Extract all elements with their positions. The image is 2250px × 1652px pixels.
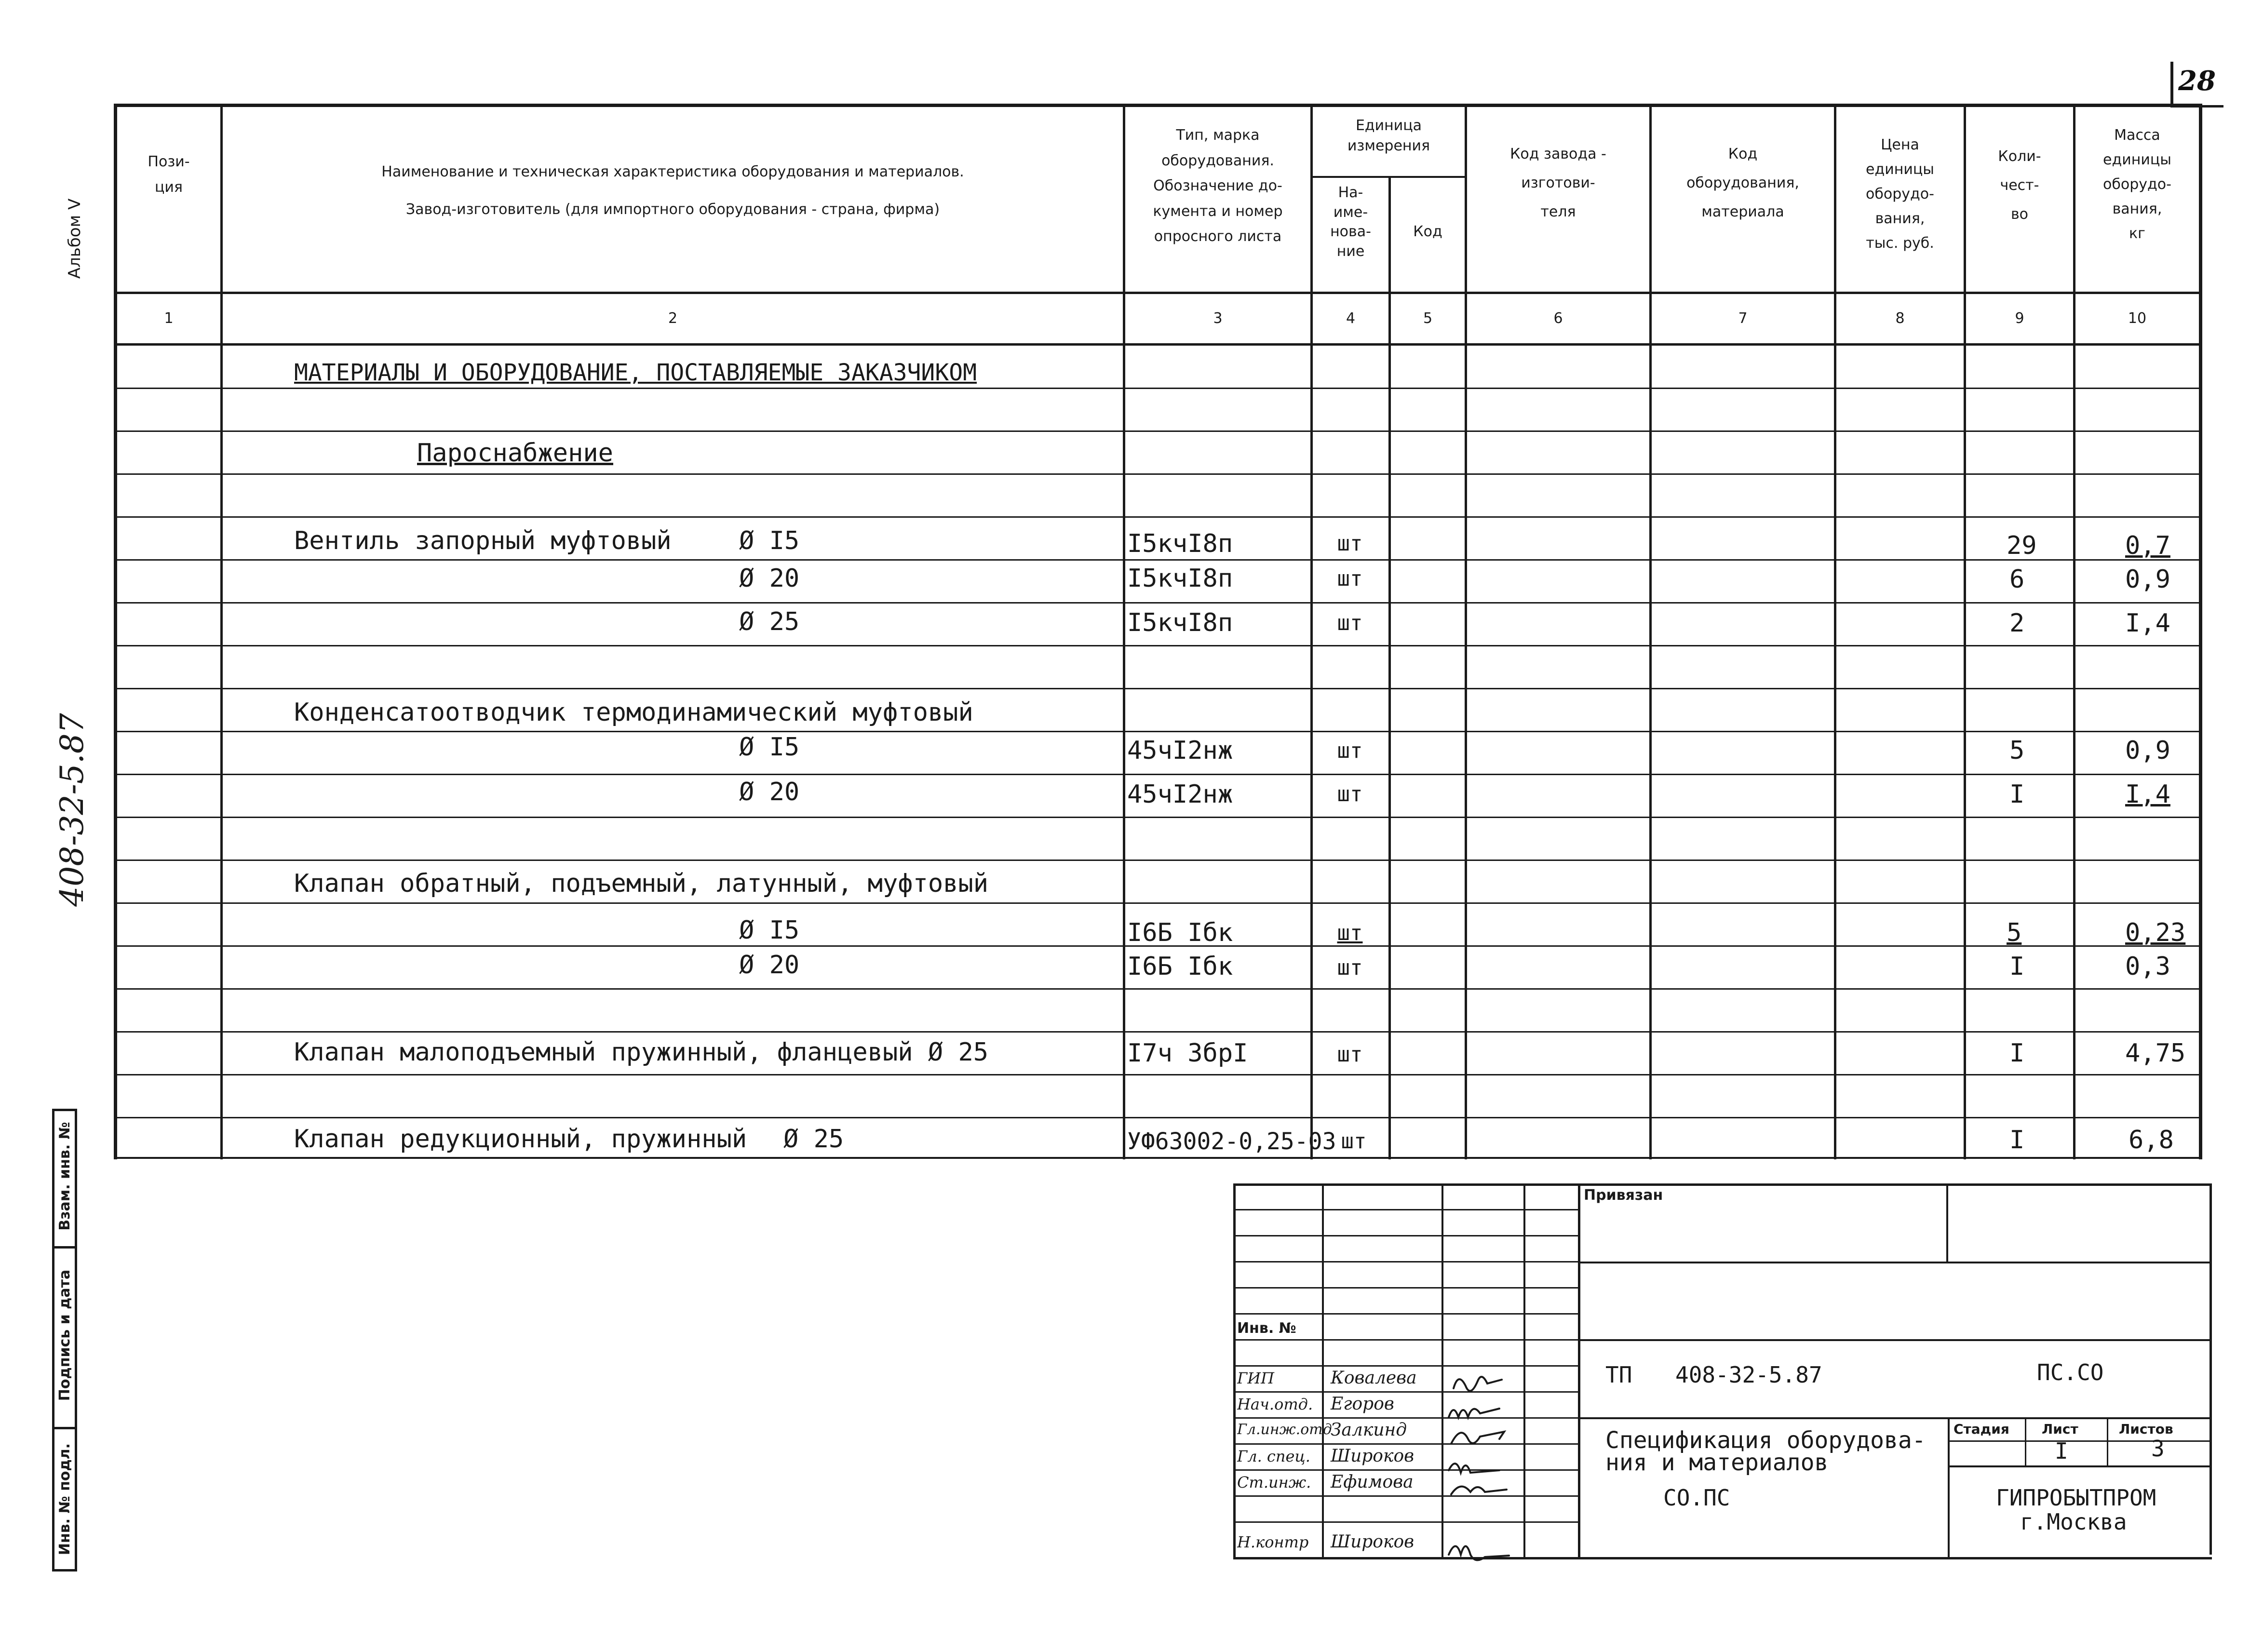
col-header-name: Наименование и техническая характеристика оборудования и материалов. Завод-изготовитель (для импортного оборудования - страна, фирма) xyxy=(381,163,964,218)
signatory-role: ГИП xyxy=(1237,1369,1274,1387)
section-title: МАТЕРИАЛЫ И ОБОРУДОВАНИЕ, ПОСТАВЛЯЕМЫЕ ЗАКАЗЧИКОМ xyxy=(294,359,977,386)
item-diameter: Ø 25 xyxy=(739,607,800,636)
document-subtitle: СО.ПС xyxy=(1663,1485,1730,1511)
col-number: 8 xyxy=(1895,310,1905,327)
signatory-name: Залкинд xyxy=(1331,1420,1407,1440)
item-type: 45чI2нж xyxy=(1127,780,1233,809)
item-unit: шт xyxy=(1337,782,1363,806)
signatory-role: Нач.отд. xyxy=(1237,1395,1313,1413)
col-header-unit-name: На- име- нова- ние xyxy=(1330,184,1371,260)
item-unit: шт xyxy=(1337,531,1363,556)
signatory-name: Ковалева xyxy=(1331,1368,1417,1388)
item-quantity: 2 xyxy=(2009,609,2025,638)
signatory-role: Гл. спец. xyxy=(1237,1447,1310,1465)
col-header-quantity: Коли- чест- во xyxy=(1998,148,2041,223)
document-code: 408-32-5.87 xyxy=(1675,1362,1822,1388)
item-mass: 6,8 xyxy=(2129,1126,2174,1155)
page-number: 28 xyxy=(2178,65,2216,97)
sheet-label: Лист xyxy=(2042,1421,2078,1437)
item-unit: шт xyxy=(1337,566,1363,591)
item-diameter: Ø 20 xyxy=(739,778,800,806)
col-number: 10 xyxy=(2128,310,2147,327)
item-type: I5кчI8п xyxy=(1127,529,1233,558)
item-name: Вентиль запорный муфтовый xyxy=(294,526,672,555)
tp-label: ТП xyxy=(1605,1362,1632,1388)
col-number: 9 xyxy=(2015,310,2024,327)
item-type: I6Б Iбк xyxy=(1127,918,1233,947)
item-unit: шт xyxy=(1337,921,1363,945)
item-diameter: Ø I5 xyxy=(739,526,800,555)
col-header-unit-code: Код xyxy=(1413,223,1442,240)
organization-name: ГИПРОБЫТПРОМ xyxy=(1996,1485,2156,1511)
item-mass: I,4 xyxy=(2125,780,2170,809)
document-title: Спецификация оборудова- ния и материалов xyxy=(1605,1427,1926,1476)
signatures xyxy=(1444,1364,1526,1567)
item-unit: шт xyxy=(1337,611,1363,635)
col-number: 4 xyxy=(1346,310,1356,327)
item-quantity: I xyxy=(2009,1039,2025,1068)
sheet-value: I xyxy=(2055,1438,2068,1464)
col-header-type: Тип, марка оборудования. Обозначение до- кумента и номер опросного листа xyxy=(1153,127,1283,245)
binding-label-replaced: Взам. инв. № xyxy=(56,1122,73,1231)
item-name: Клапан малоподъемный пружинный, фланцевый Ø 25 xyxy=(294,1038,989,1067)
item-name: Клапан редукционный, пружинный xyxy=(294,1125,747,1154)
item-type: I5кчI8п xyxy=(1127,608,1233,637)
item-unit: шт xyxy=(1337,739,1363,763)
item-quantity: I xyxy=(2009,780,2025,809)
document-mark: ПС.СО xyxy=(2037,1359,2104,1385)
item-mass: 0,9 xyxy=(2125,736,2170,765)
side-document-code: 408-32-5.87 xyxy=(54,713,91,907)
col-header-unit-group: Единица измерения xyxy=(1347,117,1430,154)
item-mass: 4,75 xyxy=(2125,1039,2186,1068)
binding-strip-frame xyxy=(52,1109,54,1571)
item-quantity: I xyxy=(2009,1126,2025,1155)
item-type: УФ63002-0,25-03 xyxy=(1127,1128,1336,1155)
col-number: 7 xyxy=(1738,310,1748,327)
col-number: 2 xyxy=(668,310,678,327)
item-mass: 0,9 xyxy=(2125,565,2170,594)
col-number: 5 xyxy=(1423,310,1433,327)
sheets-label: Листов xyxy=(2119,1421,2173,1437)
col-header-equipment-code: Код оборудования, материала xyxy=(1686,146,1799,220)
album-label: Альбом V xyxy=(65,198,84,279)
item-quantity: I xyxy=(2009,952,2025,981)
item-diameter: Ø I5 xyxy=(739,733,800,762)
subsection-title: Пароснабжение xyxy=(417,439,613,468)
binding-label-original: Инв. № подл. xyxy=(56,1443,73,1556)
item-unit: шт xyxy=(1341,1129,1367,1154)
stage-label: Стадия xyxy=(1954,1421,2009,1437)
binding-label-signature: Подпись и дата xyxy=(56,1269,73,1401)
item-unit: шт xyxy=(1337,1042,1363,1067)
item-unit: шт xyxy=(1337,955,1363,980)
item-diameter: Ø I5 xyxy=(739,916,800,945)
item-quantity: 29 xyxy=(2007,531,2037,560)
col-number: 6 xyxy=(1553,310,1563,327)
item-mass: 0,23 xyxy=(2125,918,2186,947)
col-header-factory-code: Код завода - изготови- теля xyxy=(1510,146,1606,220)
item-quantity: 5 xyxy=(2007,918,2022,947)
item-type: I7ч 3бpI xyxy=(1127,1039,1248,1068)
item-quantity: 6 xyxy=(2009,565,2025,594)
signatory-name: Егоров xyxy=(1331,1394,1394,1414)
signatory-role: Гл.инж.отд xyxy=(1237,1421,1332,1438)
signatory-name: Ефимова xyxy=(1331,1472,1414,1492)
item-diameter: Ø 20 xyxy=(739,951,800,980)
item-mass: I,4 xyxy=(2125,609,2170,638)
signatory-role: Н.контр xyxy=(1237,1533,1309,1551)
item-quantity: 5 xyxy=(2009,736,2025,765)
organization-city: г.Москва xyxy=(2020,1509,2127,1535)
item-diameter: Ø 20 xyxy=(739,564,800,593)
col-number: 1 xyxy=(164,310,174,327)
signatory-name: Широков xyxy=(1331,1446,1415,1466)
col-number: 3 xyxy=(1213,310,1223,327)
item-type: I6Б Iбк xyxy=(1127,952,1233,981)
item-name: Конденсатоотводчик термодинамический муфтовый xyxy=(294,698,973,727)
sheets-value: 3 xyxy=(2151,1436,2165,1462)
signatory-name: Широков xyxy=(1331,1532,1415,1552)
col-header-mass: Масса единицы оборудо- вания, кг xyxy=(2103,127,2171,242)
item-type: I5кчI8п xyxy=(1127,564,1233,593)
item-type: 45чI2нж xyxy=(1127,736,1233,765)
col-header-price: Цена единицы оборудо- вания, тыс. руб. xyxy=(1866,136,1934,252)
item-diameter: Ø 25 xyxy=(783,1125,844,1154)
item-mass: 0,7 xyxy=(2125,531,2170,560)
item-mass: 0,3 xyxy=(2125,952,2170,981)
signatory-role: Ст.инж. xyxy=(1237,1473,1311,1491)
item-name: Клапан обратный, подъемный, латунный, муфтовый xyxy=(294,869,989,898)
col-header-position: Пози- ция xyxy=(148,153,190,196)
privyazan-label: Привязан xyxy=(1584,1187,1663,1204)
inv-number-label: Инв. № xyxy=(1237,1320,1296,1337)
